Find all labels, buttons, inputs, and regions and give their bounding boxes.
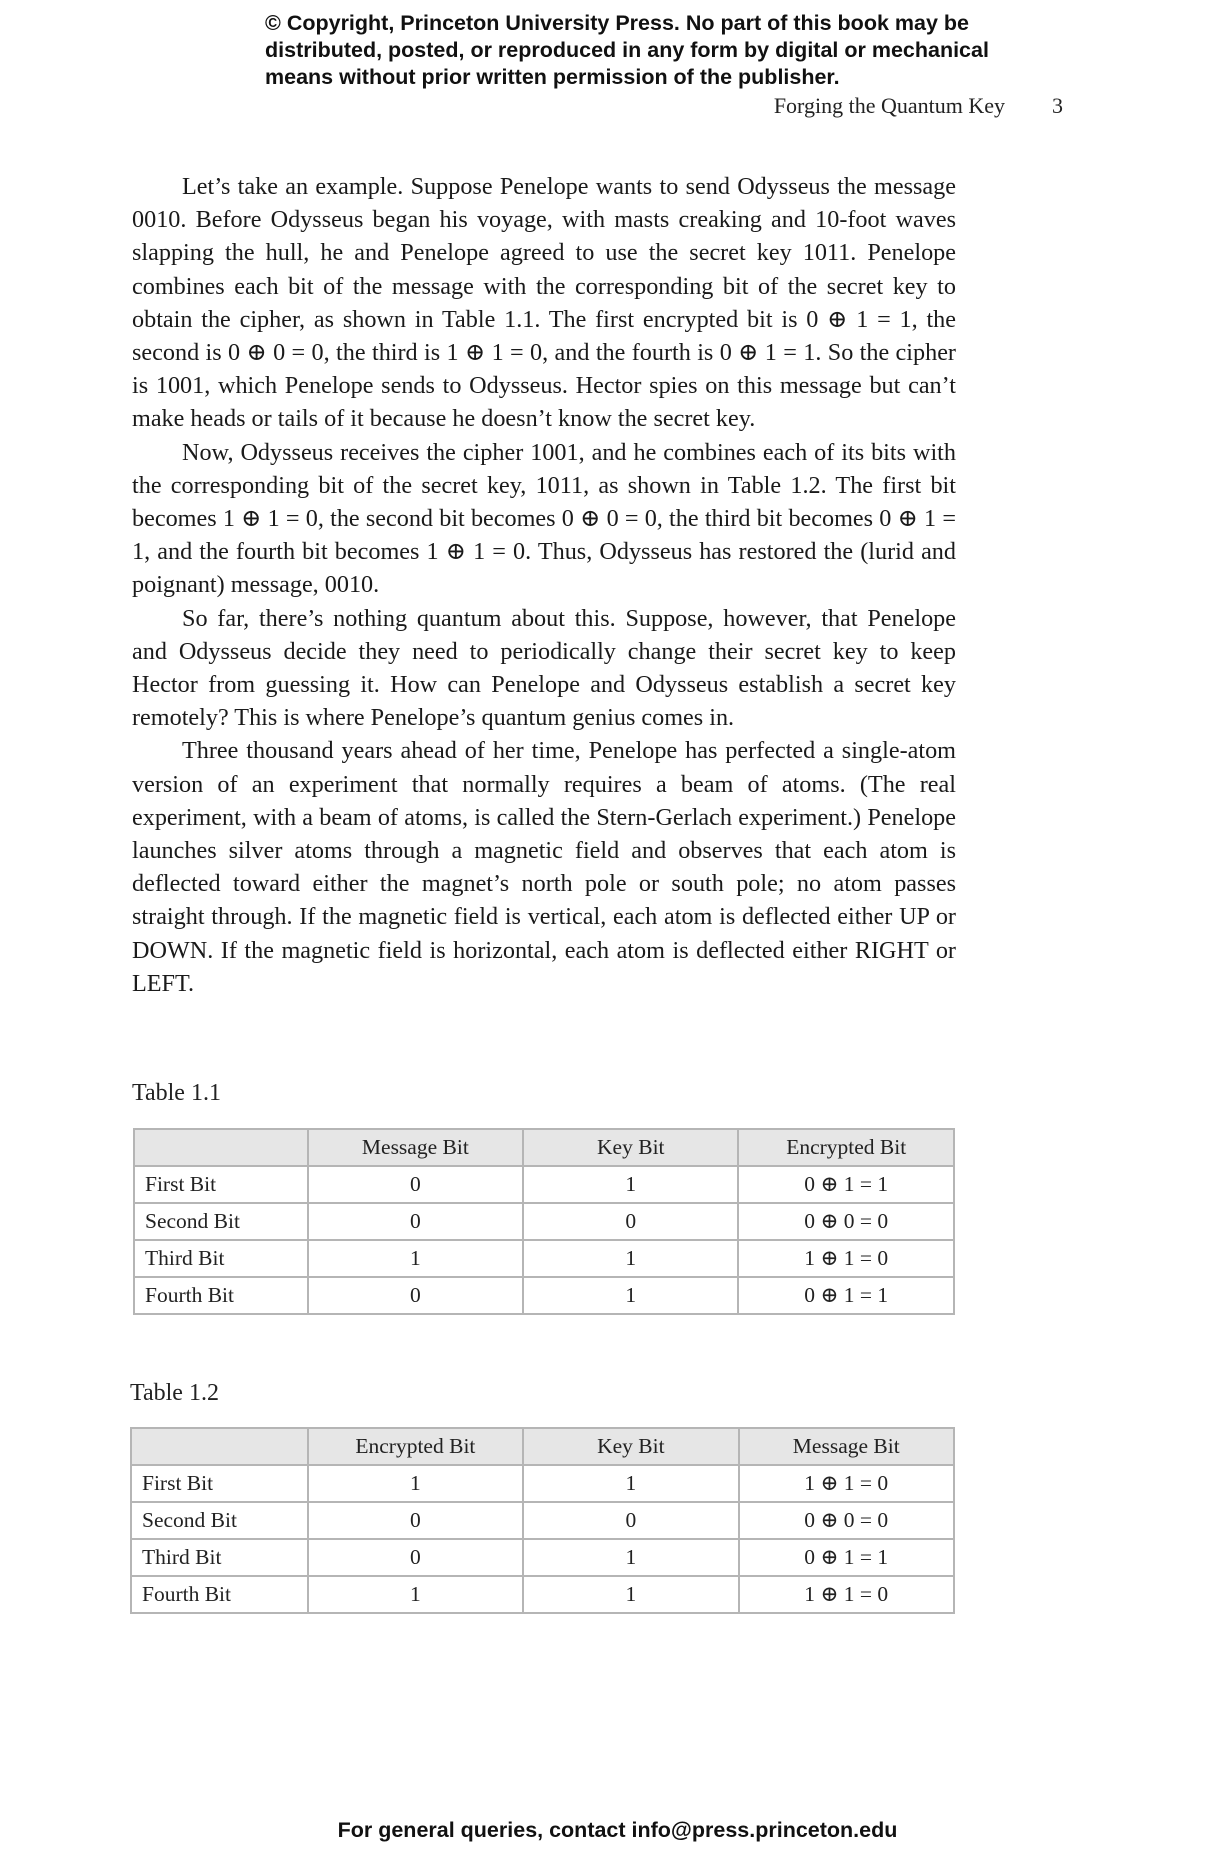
table-header-cell: Key Bit — [523, 1129, 738, 1166]
table-row — [134, 1166, 954, 1203]
table1 — [133, 1128, 955, 1315]
table-cell: 0 ⊕ 1 = 1 — [738, 1166, 954, 1203]
table-cell: First Bit — [134, 1166, 308, 1203]
table-row — [131, 1465, 954, 1502]
table-cell: 1 — [523, 1277, 738, 1314]
table-cell: Fourth Bit — [134, 1277, 308, 1314]
table-cell: 1 ⊕ 1 = 0 — [739, 1576, 955, 1613]
table-header-cell: Encrypted Bit — [738, 1129, 954, 1166]
table-header-cell: Message Bit — [739, 1428, 955, 1465]
table-cell: 0 — [523, 1203, 738, 1240]
table-row — [134, 1203, 954, 1240]
table-row — [131, 1539, 954, 1576]
table-cell: 1 — [308, 1576, 524, 1613]
table-cell: 1 — [523, 1465, 738, 1502]
table-cell: Second Bit — [134, 1203, 308, 1240]
table1-caption: Table 1.1 — [132, 1080, 221, 1106]
table-cell: 0 ⊕ 1 = 1 — [738, 1277, 954, 1314]
table-cell: 1 ⊕ 1 = 0 — [739, 1465, 955, 1502]
paragraph: Let’s take an example. Suppose Penelope wants to send Odysseus the message 0010. Before Odysseus began his voyage, with masts creaking and 10-foot waves slapping the hull, he and Penelope agreed to use the secret key 1011. Penelope combines each bit of the message with the corresponding bit of the secret key to obtain the cipher, as shown in Table 1.1. The first encrypted bit is 0 ⊕ 1 = 1, the second is 0 ⊕ 0 = 0, the third is 1 ⊕ 1 = 0, and the fourth is 0 ⊕ 1 = 1. So the cipher is 1001, which Penelope sends to Odysseus. Hector spies on this message but can’t make heads or tails of it because he doesn’t know the secret key. — [132, 173, 956, 433]
copyright-line: distributed, posted, or reproduced in any form by digital or mechanical — [265, 38, 989, 62]
table-header-cell: Key Bit — [523, 1428, 738, 1465]
paragraph: So far, there’s nothing quantum about this. Suppose, however, that Penelope and Odysseus decide they need to periodically change their secret key to keep Hector from guessing it. How can Penelope and Odysseus establish a secret key remotely? This is where Penelope’s quantum genius comes in. — [132, 604, 956, 732]
table-header-row — [134, 1129, 954, 1166]
table-cell: 0 — [523, 1502, 738, 1539]
copyright-notice — [265, 10, 989, 91]
paragraph: Three thousand years ahead of her time, Penelope has perfected a single-atom version of an experiment that normally requires a beam of atoms. (The real experiment, with a beam of atoms, is called the Stern-Gerlach experiment.) Penelope launches silver atoms through a magnetic field and observes that each atom is deflected toward either the magnet’s north pole or south pole; no atom passes straight through. If the magnetic field is vertical, each atom is deflected either UP or DOWN. If the magnetic field is horizontal, each atom is deflected either RIGHT or LEFT. — [132, 737, 956, 997]
table-header-row — [131, 1428, 954, 1465]
running-head-title: Forging the Quantum Key — [773, 93, 1005, 118]
table-cell: 1 — [523, 1576, 738, 1613]
table-cell: 1 — [523, 1240, 738, 1277]
table-cell: 0 — [308, 1166, 523, 1203]
table-cell: 1 — [523, 1539, 738, 1576]
table-cell: 0 ⊕ 1 = 1 — [739, 1539, 955, 1576]
copyright-line: © Copyright, Princeton University Press. No part of this book may be — [265, 11, 969, 35]
table2 — [130, 1427, 955, 1614]
table-cell: Second Bit — [131, 1502, 308, 1539]
table-row — [131, 1576, 954, 1613]
table-cell: First Bit — [131, 1465, 308, 1502]
table-cell: 0 — [308, 1277, 523, 1314]
paragraph: Now, Odysseus receives the cipher 1001, and he combines each of its bits with the corresponding bit of the secret key, 1011, as shown in Table 1.2. The first bit becomes 1 ⊕ 1 = 0, the second bit becomes 0 ⊕ 0 = 0, the third bit becomes 0 ⊕ 1 = 1, and the fourth bit becomes 1 ⊕ 1 = 0. Thus, Odysseus has restored the (lurid and poignant) message, 0010. — [132, 438, 956, 599]
table-header-cell: Message Bit — [308, 1129, 523, 1166]
copyright-line: means without prior written permission of the publisher. — [265, 65, 840, 89]
table-cell: 1 — [523, 1166, 738, 1203]
table-cell: Third Bit — [131, 1539, 308, 1576]
footer-contact: For general queries, contact info@press.princeton.edu — [337, 1818, 898, 1842]
table-cell: Fourth Bit — [131, 1576, 308, 1613]
table-cell: 1 — [308, 1465, 524, 1502]
table-cell: 0 — [308, 1203, 523, 1240]
table-cell: 0 ⊕ 0 = 0 — [738, 1203, 954, 1240]
table-row — [134, 1277, 954, 1314]
table-cell: 1 — [308, 1240, 523, 1277]
table-row — [134, 1240, 954, 1277]
table-header-cell: Encrypted Bit — [308, 1428, 524, 1465]
table-header-cell — [134, 1129, 308, 1166]
table-cell: 0 — [308, 1502, 524, 1539]
table-cell: 0 — [308, 1539, 524, 1576]
table-cell: 1 ⊕ 1 = 0 — [738, 1240, 954, 1277]
page-number: 3 — [1052, 93, 1063, 118]
body-text — [132, 170, 956, 1000]
table-header-cell — [131, 1428, 308, 1465]
table2-caption: Table 1.2 — [130, 1380, 219, 1406]
table-cell: 0 ⊕ 0 = 0 — [739, 1502, 955, 1539]
table-row — [131, 1502, 954, 1539]
table-cell: Third Bit — [134, 1240, 308, 1277]
